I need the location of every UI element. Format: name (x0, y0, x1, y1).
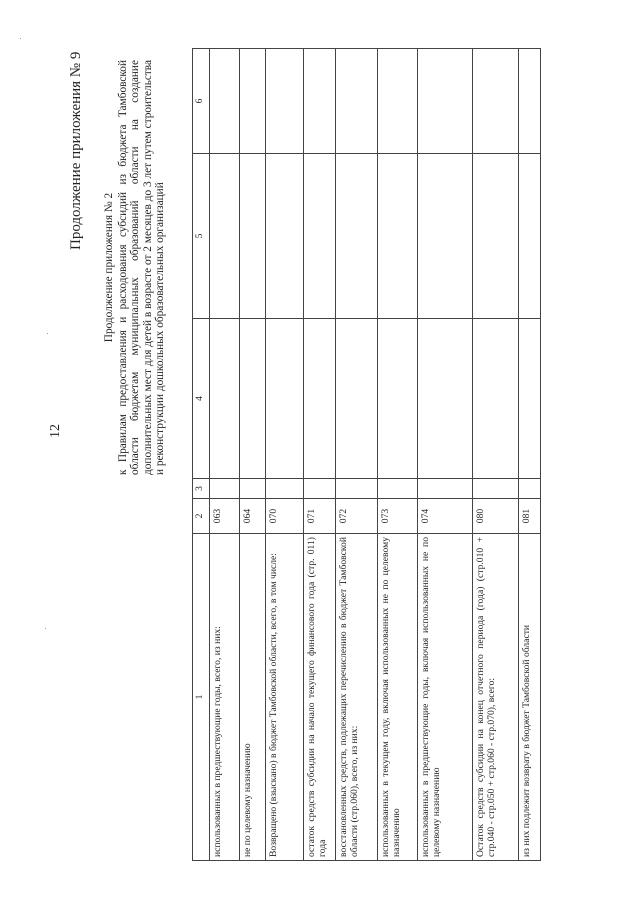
empty-cell (473, 319, 519, 479)
empty-cell (473, 479, 519, 499)
row-code: 074 (418, 499, 473, 534)
row-code: 071 (304, 499, 336, 534)
table-row (240, 49, 266, 861)
empty-cell (210, 49, 240, 154)
empty-cell (304, 319, 336, 479)
empty-cell (304, 49, 336, 154)
row-code: 081 (519, 499, 541, 534)
empty-cell (266, 154, 304, 319)
row-label: из них подлежит возврату в бюджет Тамбовской области (519, 534, 541, 861)
row-code: 080 (473, 499, 519, 534)
row-label: использованных в текущем году, включая использованных не по целевому назначению (378, 534, 418, 861)
empty-cell (266, 49, 304, 154)
empty-cell (473, 154, 519, 319)
empty-cell (336, 49, 378, 154)
row-code: 064 (240, 499, 266, 534)
row-code: 073 (378, 499, 418, 534)
table-row (266, 49, 304, 861)
appendix-text: к Правилам предоставления и расходования субсидий из бюджета Тамбовской области бюджетам муниципальных образований области на создание дополнительных мест для детей в возрасте от 2 месяцев до 3 лет путем строительства и реконструкции дошкольных образовательных организаций (116, 60, 167, 475)
continuation-title: Продолжение приложения № 9 (68, 51, 84, 250)
empty-cell (336, 319, 378, 479)
empty-cell (418, 319, 473, 479)
empty-cell (418, 154, 473, 319)
row-label: восстановленных средств, подлежащих перечислению в бюджет Тамбовской области (стр.060), всего, из них: (336, 534, 378, 861)
empty-cell (210, 479, 240, 499)
row-code: 063 (210, 499, 240, 534)
empty-cell (519, 49, 541, 154)
row-code: 070 (266, 499, 304, 534)
column-header: 3 (193, 479, 210, 499)
column-header: 1 (193, 534, 210, 861)
table-row (519, 49, 541, 861)
empty-cell (240, 154, 266, 319)
empty-cell (240, 319, 266, 479)
table-row (418, 49, 473, 861)
empty-cell (210, 154, 240, 319)
empty-cell (266, 479, 304, 499)
table-row (378, 49, 418, 861)
table-row (336, 49, 378, 861)
empty-cell (418, 479, 473, 499)
empty-cell (378, 49, 418, 154)
empty-cell (336, 154, 378, 319)
row-code: 072 (336, 499, 378, 534)
empty-cell (210, 319, 240, 479)
row-label: использованных в предшествующие годы, включая использованных не по целевому назначению (418, 534, 473, 861)
page-number: 12 (48, 424, 63, 438)
empty-cell (304, 154, 336, 319)
row-label: Остаток средств субсидии на конец отчетного периода (года) (стр.010 + стр.040 - стр.050 + стр.060 - стр.070), всего: (473, 534, 519, 861)
empty-cell (473, 49, 519, 154)
table-row (473, 49, 519, 861)
table-header-row (193, 49, 210, 861)
empty-cell (304, 479, 336, 499)
column-header: 2 (193, 499, 210, 534)
row-label: остаток средств субсидии на начало текущего финансового года (стр. 011) года (304, 534, 336, 861)
empty-cell (418, 49, 473, 154)
table-row (210, 49, 240, 861)
empty-cell (378, 319, 418, 479)
empty-cell (266, 319, 304, 479)
row-label: не по целевому назначению (240, 534, 266, 861)
column-header: 6 (193, 49, 210, 154)
empty-cell (519, 479, 541, 499)
empty-cell (519, 154, 541, 319)
table-body (193, 49, 541, 861)
column-header: 5 (193, 154, 210, 319)
empty-cell (240, 49, 266, 154)
row-label: Возвращено (взыскано) в бюджет Тамбовской области, всего, в том числе: (266, 534, 304, 861)
empty-cell (519, 319, 541, 479)
column-header: 4 (193, 319, 210, 479)
report-table (192, 48, 541, 861)
appendix-subtitle: Продолжение приложения № 2 (103, 192, 115, 343)
empty-cell (336, 479, 378, 499)
appendix-header (103, 60, 167, 475)
empty-cell (240, 479, 266, 499)
row-label: использованных в предшествующие годы, всего, из них: (210, 534, 240, 861)
empty-cell (378, 154, 418, 319)
table-row (304, 49, 336, 861)
empty-cell (378, 479, 418, 499)
